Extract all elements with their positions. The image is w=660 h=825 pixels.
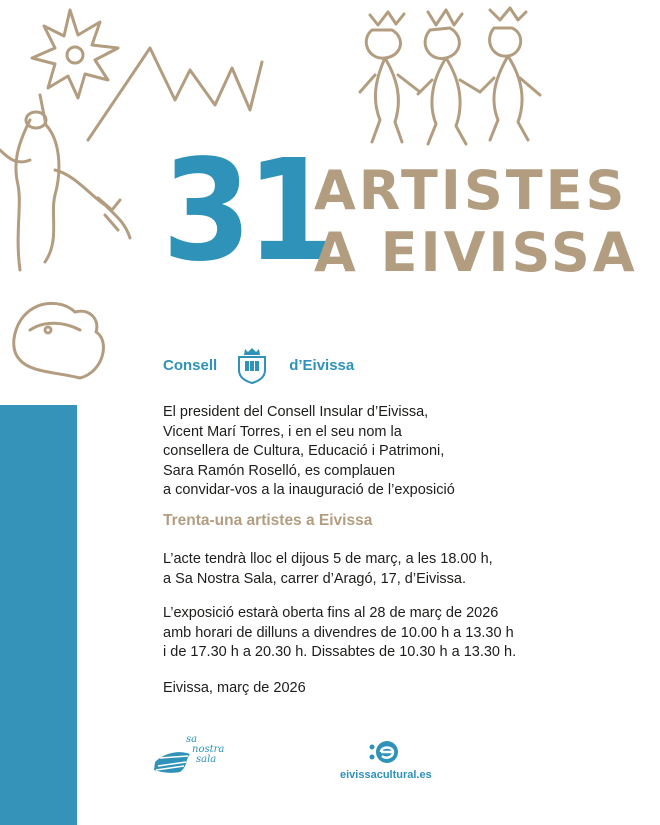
sa-nostra-sala-wordmark: sa nostra sala [186,734,225,765]
signoff: Eivissa, març de 2026 [163,680,306,696]
title-words [314,160,638,284]
schedule-line: i de 17.30 h a 20.30 h. Dissabtes de 10.30 h a 13.30 h. [163,644,517,660]
dancer-drawing [0,95,130,270]
mountains-drawing [88,48,262,140]
eivissa-cultural-url: eivissacultural.es [340,769,432,781]
intro-line: a convidar-vos a la inauguració de l’exposició [163,482,455,498]
sun-drawing [32,10,118,98]
title-line-2: A EIVISSA [314,221,638,284]
consell-logo [163,345,354,385]
schedule-line: L’exposició estarà oberta fins al 28 de març de 2026 [163,605,499,621]
exhibition-title: Trenta-una artistes a Eivissa [163,512,373,529]
left-blue-bar [0,405,77,825]
eivissa-word: d’Eivissa [289,356,355,374]
schedule-details [163,604,633,663]
intro-line: Sara Ramón Roselló, es complauen [163,462,396,479]
event-details [163,550,633,589]
title-number: 31 [162,130,331,293]
shell-drawing [14,303,104,378]
event-line: L’acte tendrà lloc el dijous 5 de març, a les 18.00 h, [163,551,493,567]
invitation-intro [163,403,633,501]
shield-icon [235,346,269,384]
consell-word: Consell [163,356,218,374]
three-figures-drawing [360,8,540,144]
intro-line: Vicent Marí Torres, i en el seu nom la [163,423,402,440]
intro-line: El president del Consell Insular d’Eivissa, [163,404,429,420]
schedule-line: amb horari de dilluns a divendres de 10.00 h a 13.30 h [163,624,514,641]
intro-line: consellera de Cultura, Educació i Patrimoni, [163,443,445,459]
title-line-1: ARTISTES [314,159,628,222]
event-line: a Sa Nostra Sala, carrer d’Aragó, 17, d’Eivissa. [163,570,467,587]
